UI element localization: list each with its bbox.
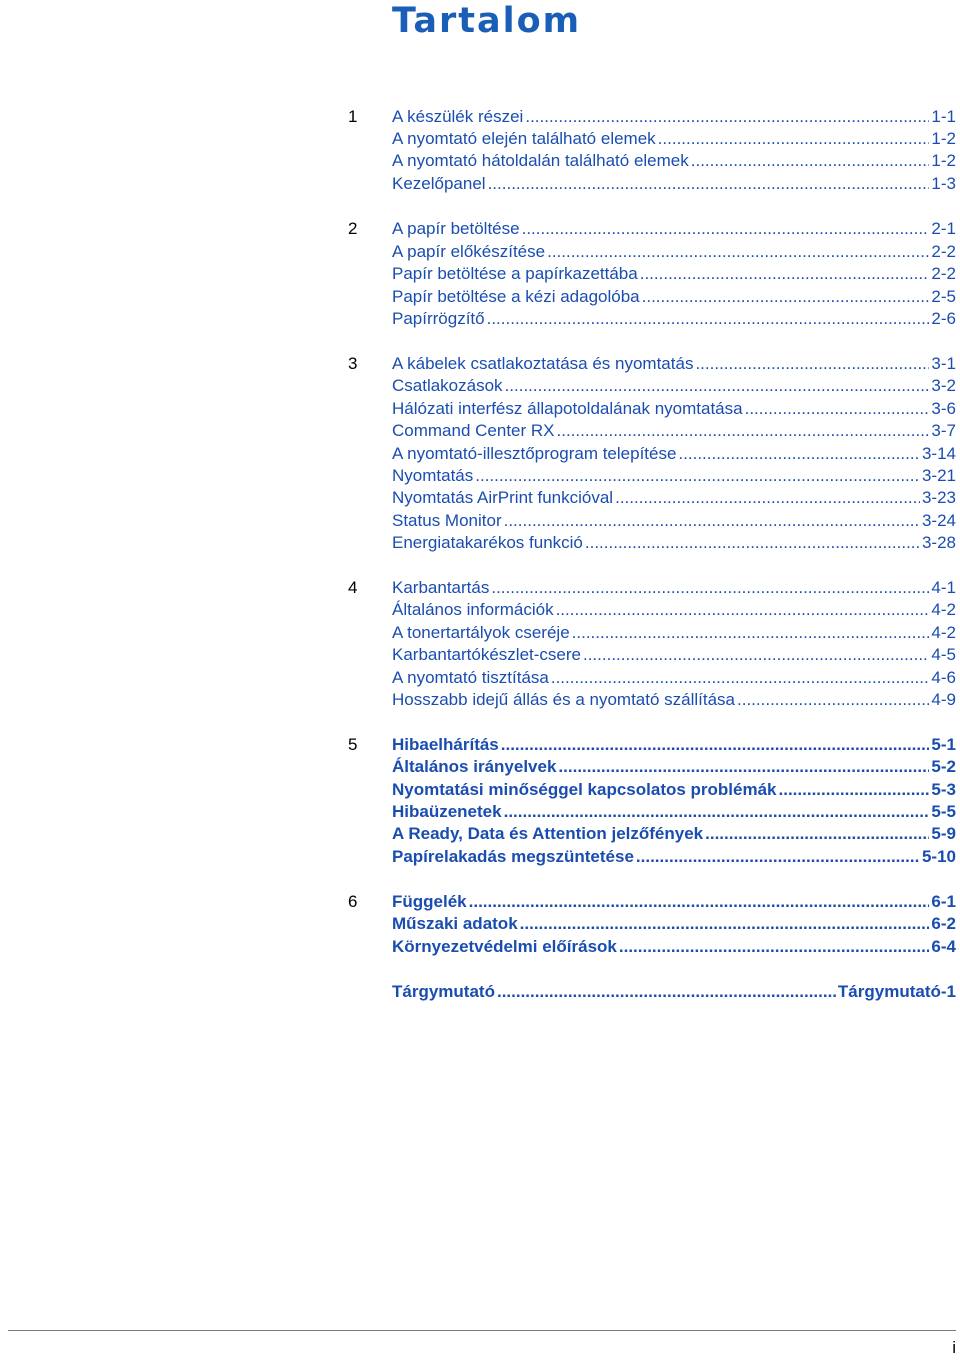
toc-entry[interactable] xyxy=(348,218,956,240)
toc-entry-title: Nyomtatási minőséggel kapcsolatos problémák xyxy=(392,780,777,799)
dot-leader xyxy=(505,375,930,397)
toc-entry-title: Papír betöltése a kézi adagolóba xyxy=(392,287,640,306)
toc-entry-title: Hálózati interfész állapotoldalának nyomtatása xyxy=(392,399,743,418)
toc-page-number: 2-2 xyxy=(931,242,956,261)
toc-entry-title: A papír betöltése xyxy=(392,219,520,238)
toc-entry-title: A kábelek csatlakoztatása és nyomtatás xyxy=(392,354,694,373)
toc-entry-title: Általános információk xyxy=(392,600,554,619)
toc-entry-title: A nyomtató hátoldalán található elemek xyxy=(392,151,689,170)
toc-entry-title: A nyomtató tisztítása xyxy=(392,668,549,687)
footer-divider xyxy=(8,1330,956,1331)
dot-leader xyxy=(583,644,929,666)
toc-entry[interactable] xyxy=(392,420,956,442)
toc-entry-title: A Ready, Data és Attention jelzőfények xyxy=(392,824,704,843)
toc-entry[interactable] xyxy=(392,801,956,823)
dot-leader xyxy=(520,913,930,935)
toc-entry[interactable] xyxy=(392,398,956,420)
dot-leader xyxy=(585,532,920,554)
toc-entry-title: Karbantartás xyxy=(392,578,490,597)
toc-page-number: 4-1 xyxy=(931,578,956,597)
toc-page-number: 5-5 xyxy=(931,802,956,821)
toc-page-number: 3-6 xyxy=(931,399,956,418)
toc-entry[interactable] xyxy=(348,734,956,756)
dot-leader xyxy=(497,981,836,1003)
toc-entry-title: Környezetvédelmi előírások xyxy=(392,937,617,956)
chapter-number: 3 xyxy=(348,354,358,373)
toc-page-number: 3-14 xyxy=(921,444,956,463)
toc-entry[interactable] xyxy=(392,689,956,711)
toc-entry[interactable] xyxy=(392,913,956,935)
dot-leader xyxy=(504,510,920,532)
toc-page-number: 3-28 xyxy=(921,533,956,552)
toc-entry-title: Energiatakarékos funkció xyxy=(392,533,583,552)
toc-entry[interactable] xyxy=(392,241,956,263)
dot-leader xyxy=(705,823,929,845)
footer-page-number: i xyxy=(952,1338,956,1357)
toc-entry-title: A nyomtató-illesztőprogram telepítése xyxy=(392,444,677,463)
toc-page-number: Tárgymutató-1 xyxy=(837,982,956,1001)
toc-entry-title: Status Monitor xyxy=(392,511,502,530)
dot-leader xyxy=(469,891,930,913)
toc-entry[interactable] xyxy=(348,891,956,913)
dot-leader xyxy=(501,734,930,756)
toc-page-number: 2-2 xyxy=(931,264,956,283)
dot-leader xyxy=(488,173,930,195)
toc-page-number: 2-1 xyxy=(931,219,956,238)
toc-entry-title: Csatlakozások xyxy=(392,376,503,395)
dot-leader xyxy=(556,599,930,621)
toc-page-number: 5-10 xyxy=(921,847,956,866)
toc-entry[interactable] xyxy=(348,353,956,375)
dot-leader xyxy=(779,779,930,801)
toc-entry[interactable] xyxy=(392,779,956,801)
dot-leader xyxy=(691,150,930,172)
dot-leader xyxy=(745,398,930,420)
toc-page-number: 5-3 xyxy=(931,780,956,799)
dot-leader xyxy=(615,487,920,509)
toc-page-number: 5-2 xyxy=(931,757,956,776)
dot-leader xyxy=(525,106,929,128)
chapter-number: 4 xyxy=(348,578,358,597)
toc-entry[interactable] xyxy=(392,846,956,868)
dot-leader xyxy=(551,667,930,689)
toc-entry[interactable] xyxy=(392,644,956,666)
toc-entry[interactable] xyxy=(392,599,956,621)
toc-entry[interactable] xyxy=(392,443,956,465)
toc-entry[interactable] xyxy=(392,487,956,509)
toc-entry[interactable] xyxy=(392,128,956,150)
toc-page-number: 3-23 xyxy=(921,488,956,507)
toc-entry[interactable] xyxy=(392,667,956,689)
toc-entry[interactable] xyxy=(392,150,956,172)
chapter-number: 6 xyxy=(348,892,358,911)
dot-leader xyxy=(678,443,920,465)
toc-page-number: 1-2 xyxy=(931,151,956,170)
toc-entry[interactable] xyxy=(392,622,956,644)
toc-entry-title: A papír előkészítése xyxy=(392,242,546,261)
toc-entry[interactable] xyxy=(392,510,956,532)
toc-entry-title: Kezelőpanel xyxy=(392,174,486,193)
dot-leader xyxy=(737,689,929,711)
toc-page-number: 6-1 xyxy=(931,892,956,911)
page-title: Tartalom xyxy=(392,1,582,41)
toc-entry-title: Papírrögzítő xyxy=(392,309,485,328)
dot-leader xyxy=(636,846,920,868)
dot-leader xyxy=(642,286,930,308)
toc-page-number: 3-21 xyxy=(921,466,956,485)
dot-leader xyxy=(695,353,929,375)
dot-leader xyxy=(487,308,930,330)
dot-leader xyxy=(640,263,930,285)
toc-entry-title: Karbantartókészlet-csere xyxy=(392,645,581,664)
toc-page-number: 1-1 xyxy=(931,107,956,126)
toc-entry-title: Hibaüzenetek xyxy=(392,802,502,821)
dot-leader xyxy=(504,801,930,823)
toc-entry-title: Hibaelhárítás xyxy=(392,735,499,754)
chapter-number: 5 xyxy=(348,735,358,754)
toc-entry-title: A tonertartályok cseréje xyxy=(392,623,570,642)
toc-entry-title: Hosszabb idejű állás és a nyomtató szállítása xyxy=(392,690,736,709)
toc-page-number: 3-1 xyxy=(931,354,956,373)
toc-page-number: 4-5 xyxy=(931,645,956,664)
toc-entry-title: Command Center RX xyxy=(392,421,555,440)
dot-leader xyxy=(475,465,920,487)
toc-entry-title: A nyomtató elején található elemek xyxy=(392,129,656,148)
toc-entry-title: Tárgymutató xyxy=(392,982,495,1001)
toc-entry[interactable] xyxy=(392,532,956,554)
toc-entry[interactable] xyxy=(392,756,956,778)
toc-page-number: 1-3 xyxy=(931,174,956,193)
toc-page-number: 3-2 xyxy=(931,376,956,395)
toc-page-number: 1-2 xyxy=(931,129,956,148)
toc-page-number: 5-1 xyxy=(931,735,956,754)
toc-entry[interactable] xyxy=(392,465,956,487)
toc-entry[interactable] xyxy=(392,375,956,397)
toc-page-number: 3-7 xyxy=(931,421,956,440)
toc-page-number: 2-6 xyxy=(931,309,956,328)
toc-page-number: 4-2 xyxy=(931,623,956,642)
toc-page-number: 4-6 xyxy=(931,668,956,687)
chapter-number: 1 xyxy=(348,107,358,126)
toc-entry-title: A készülék részei xyxy=(392,107,524,126)
toc-entry[interactable] xyxy=(392,173,956,195)
toc-entry-title: Nyomtatás xyxy=(392,466,474,485)
toc-page-number: 4-9 xyxy=(931,690,956,709)
toc-entry[interactable] xyxy=(348,577,956,599)
toc-entry-title: Általános irányelvek xyxy=(392,757,557,776)
toc-entry-title: Papírelakadás megszüntetése xyxy=(392,847,634,866)
toc-entry-title: Papír betöltése a papírkazettába xyxy=(392,264,638,283)
toc-page-number: 2-5 xyxy=(931,287,956,306)
toc-entry[interactable] xyxy=(392,823,956,845)
toc-entry-title: Műszaki adatok xyxy=(392,914,518,933)
dot-leader xyxy=(522,218,930,240)
dot-leader xyxy=(572,622,930,644)
toc-entry[interactable] xyxy=(348,106,956,128)
dot-leader xyxy=(619,936,930,958)
dot-leader xyxy=(557,420,930,442)
toc-page-number: 5-9 xyxy=(931,824,956,843)
toc-entry[interactable] xyxy=(392,308,956,330)
toc-page-number: 4-2 xyxy=(931,600,956,619)
dot-leader xyxy=(658,128,930,150)
dot-leader xyxy=(491,577,929,599)
toc-page-number: 6-4 xyxy=(931,937,956,956)
chapter-number: 2 xyxy=(348,219,358,238)
toc-entry-title: Függelék xyxy=(392,892,467,911)
toc-entry[interactable] xyxy=(392,263,956,285)
dot-leader xyxy=(558,756,929,778)
toc-page-number: 6-2 xyxy=(931,914,956,933)
toc-entry[interactable] xyxy=(392,286,956,308)
dot-leader xyxy=(547,241,929,263)
toc-entry[interactable] xyxy=(392,981,956,1003)
toc-entry[interactable] xyxy=(392,936,956,958)
toc-page-number: 3-24 xyxy=(921,511,956,530)
toc-entry-title: Nyomtatás AirPrint funkcióval xyxy=(392,488,614,507)
